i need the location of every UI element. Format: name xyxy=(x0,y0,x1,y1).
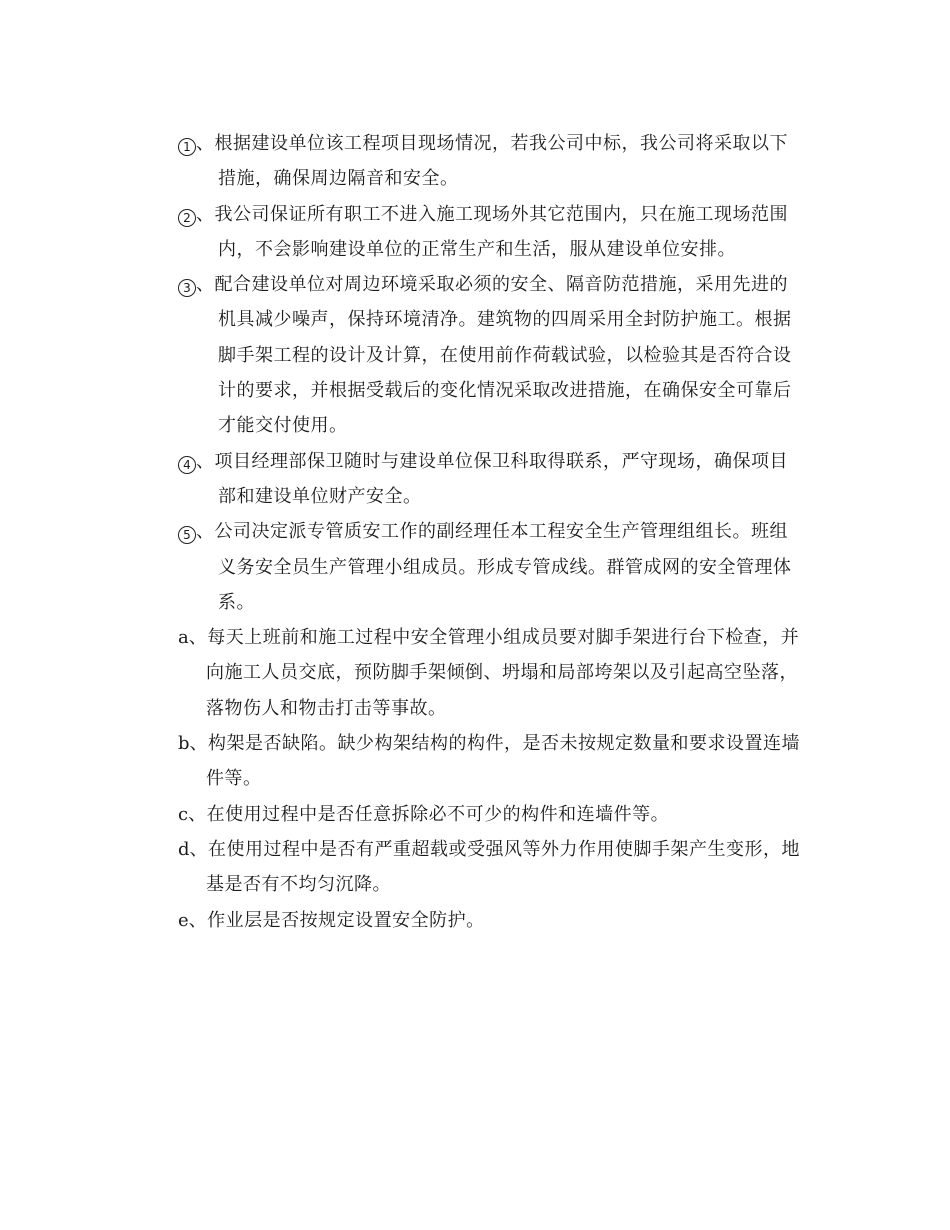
item-text-line: 在使用过程中是否有严重超载或受强风等外力作用使脚手架产生变形，地 xyxy=(208,838,801,860)
item-text-line: 脚手架工程的设计及计算，在使用前作荷载试验，以检验其是否符合设 xyxy=(218,344,792,366)
list-item: 3 、配合建设单位对周边环境采取必须的安全、隔音防范措施，采用先进的 机具减少噪声，保持环境清净。建筑物的四周采用全封防护施工。根据 脚手架工程的设计及计算，在使用前作荷载试验，以检验其是否符合设 计的要求，并根据受载后的变化情况采取改进措施，在确保安全可靠后 才能交付使用。 xyxy=(0,267,950,443)
item-text-line: 我公司保证所有职工不进入施工现场外其它范围内，只在施工现场范围 xyxy=(214,203,788,225)
item-letter-marker: c xyxy=(178,803,189,825)
item-number-marker: 5 xyxy=(178,526,196,544)
item-text-line: 项目经理部保卫随时与建设单位保卫科取得联系，严守现场，确保项目 xyxy=(214,450,788,472)
list-item: 4 、项目经理部保卫随时与建设单位保卫科取得联系，严守现场，确保项目 部和建设单位财产安全。 xyxy=(0,444,950,515)
list-item: b、构架是否缺陷。缺少构架结构的构件，是否未按规定数量和要求设置连墙 件等。 xyxy=(0,726,950,797)
item-text-line: 作业层是否按规定设置安全防护。 xyxy=(207,909,485,931)
list-item: d、在使用过程中是否有严重超载或受强风等外力作用使脚手架产生变形，地 基是否有不均匀沉降。 xyxy=(0,832,950,903)
item-text-line: 内，不会影响建设单位的正常生产和生活，服从建设单位安排。 xyxy=(218,238,736,260)
item-letter-marker: b xyxy=(178,733,190,755)
item-text-line: 构架是否缺陷。缺少构架结构的构件，是否未按规定数量和要求设置连墙 xyxy=(208,733,801,755)
item-text-line: 才能交付使用。 xyxy=(218,415,348,437)
item-text-line: 在使用过程中是否任意拆除必不可少的构件和连墙件等。 xyxy=(206,803,670,825)
item-text-line: 义务安全员生产管理小组成员。形成专管成线。群管成网的安全管理体 xyxy=(218,556,792,578)
item-letter-marker: d xyxy=(178,838,190,860)
list-item: 2 、我公司保证所有职工不进入施工现场外其它范围内，只在施工现场范围 内，不会影响建设单位的正常生产和生活，服从建设单位安排。 xyxy=(0,197,950,268)
list-item: 1 、根据建设单位该工程项目现场情况，若我公司中标，我公司将采取以下 措施，确保周边隔音和安全。 xyxy=(0,126,950,197)
item-number-marker: 4 xyxy=(178,456,196,474)
measures-list xyxy=(0,126,950,938)
item-text-line: 计的要求，并根据受载后的变化情况采取改进措施，在确保安全可靠后 xyxy=(218,380,792,402)
item-number-marker: 2 xyxy=(178,209,196,227)
item-letter-marker: a xyxy=(178,627,189,649)
list-item: c、在使用过程中是否任意拆除必不可少的构件和连墙件等。 xyxy=(178,803,670,825)
list-item: 5 、公司决定派专管质安工作的副经理任本工程安全生产管理组组长。班组 义务安全员生产管理小组成员。形成专管成线。群管成网的安全管理体 系。 xyxy=(0,514,950,620)
item-text-line: 措施，确保周边隔音和安全。 xyxy=(218,168,459,190)
item-letter-marker: e xyxy=(178,909,189,931)
item-text-line: 每天上班前和施工过程中安全管理小组成员要对脚手架进行台下检查，并 xyxy=(207,627,800,649)
item-number-marker: 1 xyxy=(178,138,196,156)
item-text-line: 件等。 xyxy=(206,768,262,790)
item-text-line: 公司决定派专管质安工作的副经理任本工程安全生产管理组组长。班组 xyxy=(214,521,788,543)
item-text-line: 落物伤人和物击打击等事故。 xyxy=(206,697,447,719)
item-text-line: 配合建设单位对周边环境采取必须的安全、隔音防范措施，采用先进的 xyxy=(214,274,788,296)
item-text-line: 根据建设单位该工程项目现场情况，若我公司中标，我公司将采取以下 xyxy=(214,133,788,154)
list-item: a、每天上班前和施工过程中安全管理小组成员要对脚手架进行台下检查，并 向施工人员交底，预防脚手架倾倒、坍塌和局部垮架以及引起高空坠落， 落物伤人和物击打击等事故。 xyxy=(0,620,950,726)
item-text-line: 部和建设单位财产安全。 xyxy=(218,485,422,507)
item-text-line: 基是否有不均匀沉降。 xyxy=(206,874,391,896)
item-number-marker: 3 xyxy=(178,279,196,297)
item-text-line: 机具减少噪声，保持环境清净。建筑物的四周采用全封防护施工。根据 xyxy=(218,309,792,331)
item-text-line: 向施工人员交底，预防脚手架倾倒、坍塌和局部垮架以及引起高空坠落， xyxy=(206,662,798,684)
list-item: e、作业层是否按规定设置安全防护。 xyxy=(178,909,485,931)
item-text-line: 系。 xyxy=(218,591,255,613)
